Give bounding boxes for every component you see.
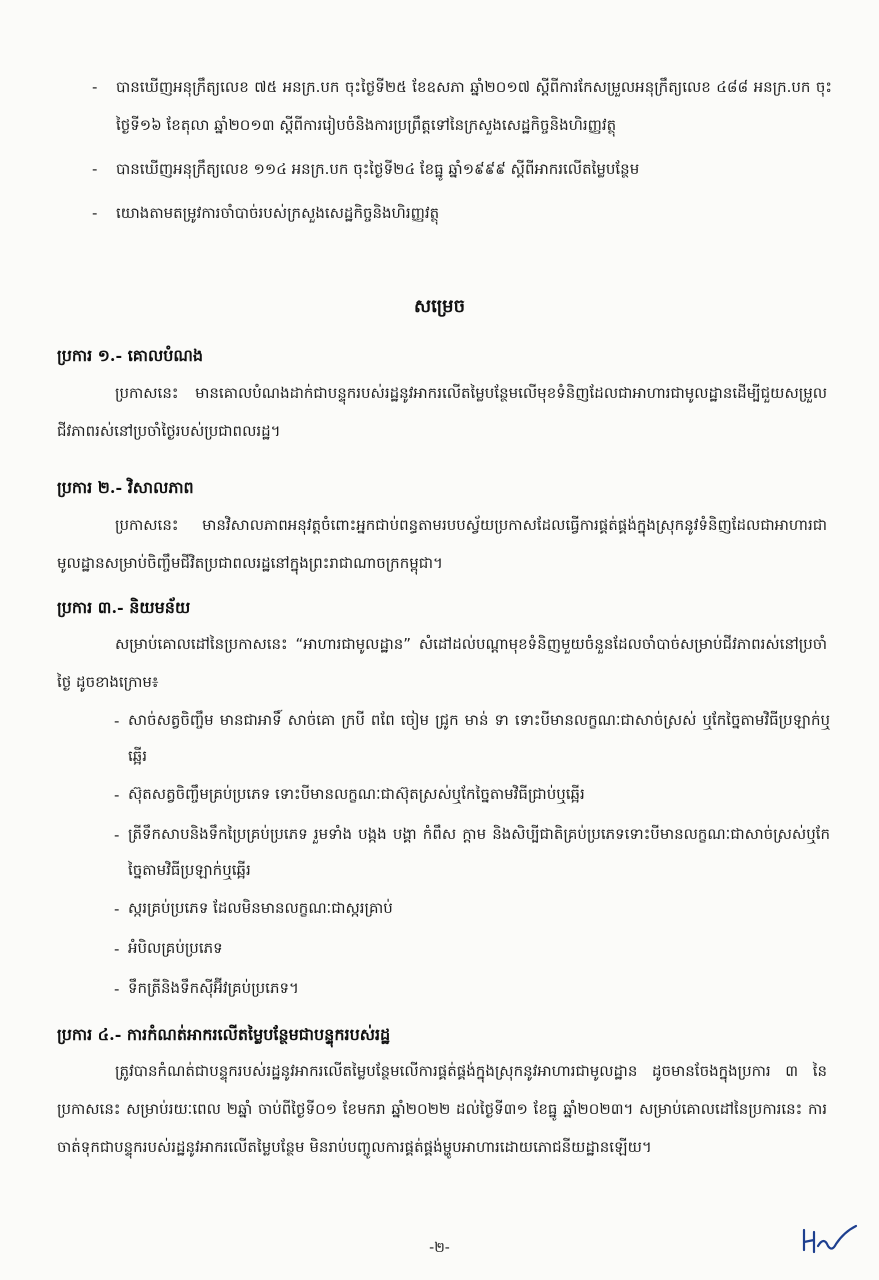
preamble-text: បានឃើញអនុក្រឹត្យលេខ ១១៤ អនក្រ.បក ចុះថ្ងៃទី២៤ ខែធ្នូ ឆ្នាំ១៩៩៩ ស្ដីពីអាករលើតម្លៃបន្ថែម (116, 160, 640, 178)
preamble-item: - បានឃើញអនុក្រឹត្យលេខ ១១៤ អនក្រ.បក ចុះថ្ងៃទី២៤ ខែធ្នូ ឆ្នាំ១៩៩៩ ស្ដីពីអាករលើតម្លៃបន្ថែម (92, 150, 832, 188)
list-item: - អំបិលគ្រប់ប្រភេទ (114, 939, 223, 958)
signature-initials (800, 1222, 860, 1256)
article-3-heading: ប្រការ ៣.- និយមន័យ (57, 598, 191, 617)
article-4-body: ត្រូវបានកំណត់ជាបន្ទុករបស់រដ្ឋនូវអាករលើតម្លៃបន្ថែមលើការផ្គត់ផ្គង់ក្នុងស្រុកនូវអាហារជាមូលដ្ឋាន ដូចមានចែងក្នុងប្រការ ៣ នៃប្រកាសនេះ សម្រាប់រយៈពេល ២ឆ្នាំ ចាប់ពីថ្ងៃទី០១ ខែមករា ឆ្នាំ២០២២ ដល់ថ្ងៃទី៣១ ខែធ្នូ ឆ្នាំ២០២៣។ សម្រាប់គោលដៅនៃប្រការនេះ ការចាត់ទុកជាបន្ទុករបស់រដ្ឋនូវអាករលើតម្លៃបន្ថែម មិនរាប់បញ្ចូលការផ្គត់ផ្គង់ម្ហូបអាហារដោយភោជនីយដ្ឋានឡើយ។ (57, 1062, 827, 1156)
preamble-item: - យោងតាមតម្រូវការចាំបាច់របស់ក្រសួងសេដ្ឋកិច្ចនិងហិរញ្ញវត្ថុ (92, 194, 832, 232)
article-4-heading: ប្រការ ៤.- ការកំណត់អាករលើតម្លៃបន្ថែមជាបន្ទុករបស់រដ្ឋ (57, 1025, 391, 1044)
list-item: - ស៊ុតសត្វចិញ្ចឹមគ្រប់ប្រភេទ ទោះបីមានលក្ខណៈជាស៊ុតស្រស់ឬកែច្នៃតាមវិធីជ្រាប់ឬឆ្អើរ (114, 785, 585, 804)
preamble-list (92, 68, 832, 238)
article-3-body: សម្រាប់គោលដៅនៃប្រកាសនេះ “អាហារជាមូលដ្ឋាន” សំដៅដល់បណ្ដាមុខទំនិញមួយចំនួនដែលចាំបាច់សម្រាប់ជីវភាពរស់នៅប្រចាំថ្ងៃ ដូចខាងក្រោម៖ (57, 635, 827, 691)
basic-food-list (114, 702, 830, 1010)
article-1-heading: ប្រការ ១.- គោលបំណង (57, 346, 204, 365)
list-item: - ស្ករគ្រប់ប្រភេទ ដែលមិនមានលក្ខណៈជាស្ករគ្រាប់ (114, 899, 393, 918)
preamble-item: - បានឃើញអនុក្រឹត្យលេខ ៧៥ អនក្រ.បក ចុះថ្ងៃទី២៥ ខែឧសភា ឆ្នាំ២០១៧ ស្ដីពីការកែសម្រួលអនុក្រឹត្យលេខ ៤៨៨ អនក្រ.បក ចុះថ្ងៃទី១៦ ខែតុលា ឆ្នាំ២០១៣ ស្ដីពីការរៀបចំនិងការប្រព្រឹត្តទៅនៃក្រសួងសេដ្ឋកិច្ចនិងហិរញ្ញវត្ថុ (92, 68, 832, 144)
preamble-text: យោងតាមតម្រូវការចាំបាច់របស់ក្រសួងសេដ្ឋកិច្ចនិងហិរញ្ញវត្ថុ (116, 204, 440, 222)
article-1-body: ប្រកាសនេះ មានគោលបំណងដាក់ជាបន្ទុករបស់រដ្ឋនូវអាករលើតម្លៃបន្ថែមលើមុខទំនិញដែលជាអាហារជាមូលដ្ឋានដើម្បីជួយសម្រួលជីវភាពរស់នៅប្រចាំថ្ងៃរបស់ប្រជាពលរដ្ឋ។ (57, 384, 827, 440)
list-item: - សាច់សត្វចិញ្ចឹម មានជាអាទិ៍ សាច់គោ ក្របី ពពែ ចៀម ជ្រូក មាន់ ទា ទោះបីមានលក្ខណៈជាសាច់ស្រស់ ឬកែច្នៃតាមវិធីប្រឡាក់ឬឆ្អើរ (114, 711, 830, 765)
preamble-text: បានឃើញអនុក្រឹត្យលេខ ៧៥ អនក្រ.បក ចុះថ្ងៃទី២៥ ខែឧសភា ឆ្នាំ២០១៧ ស្ដីពីការកែសម្រួលអនុក្រឹត្យលេខ ៤៨៨ អនក្រ.បក ចុះថ្ងៃទី១៦ ខែតុលា ឆ្នាំ២០១៣ ស្ដីពីការរៀបចំនិងការប្រព្រឹត្តទៅនៃក្រសួងសេដ្ឋកិច្ចនិងហិរញ្ញវត្ថុ (116, 78, 832, 134)
decision-heading: សម្រេច (413, 296, 466, 317)
article-2-body: ប្រកាសនេះ មានវិសាលភាពអនុវត្តចំពោះអ្នកជាប់ពន្ធតាមរបបស្វ័យប្រកាសដែលធ្វើការផ្គត់ផ្គង់ក្នុងស្រុកនូវទំនិញដែលជាអាហារជាមូលដ្ឋានសម្រាប់ចិញ្ចឹមជីវិតប្រជាពលរដ្ឋនៅក្នុងព្រះរាជាណាចក្រកម្ពុជា។ (57, 516, 827, 572)
article-2-heading: ប្រការ ២.- វិសាលភាព (57, 478, 194, 497)
list-item: - ទឹកត្រីនិងទឹកស៊ីអ៊ីវគ្រប់ប្រភេទ។ (114, 979, 299, 998)
list-item: - ត្រីទឹកសាបនិងទឹកប្រៃគ្រប់ប្រភេទ រួមទាំង បង្កង បង្គា កំពឹស ក្ដាម និងសិប្បីជាតិគ្រប់ប្រភេទទោះបីមានលក្ខណៈជាសាច់ស្រស់ឬកែច្នៃតាមវិធីប្រឡាក់ឬឆ្អើរ (114, 825, 830, 879)
page-number: -២- (429, 1240, 450, 1256)
